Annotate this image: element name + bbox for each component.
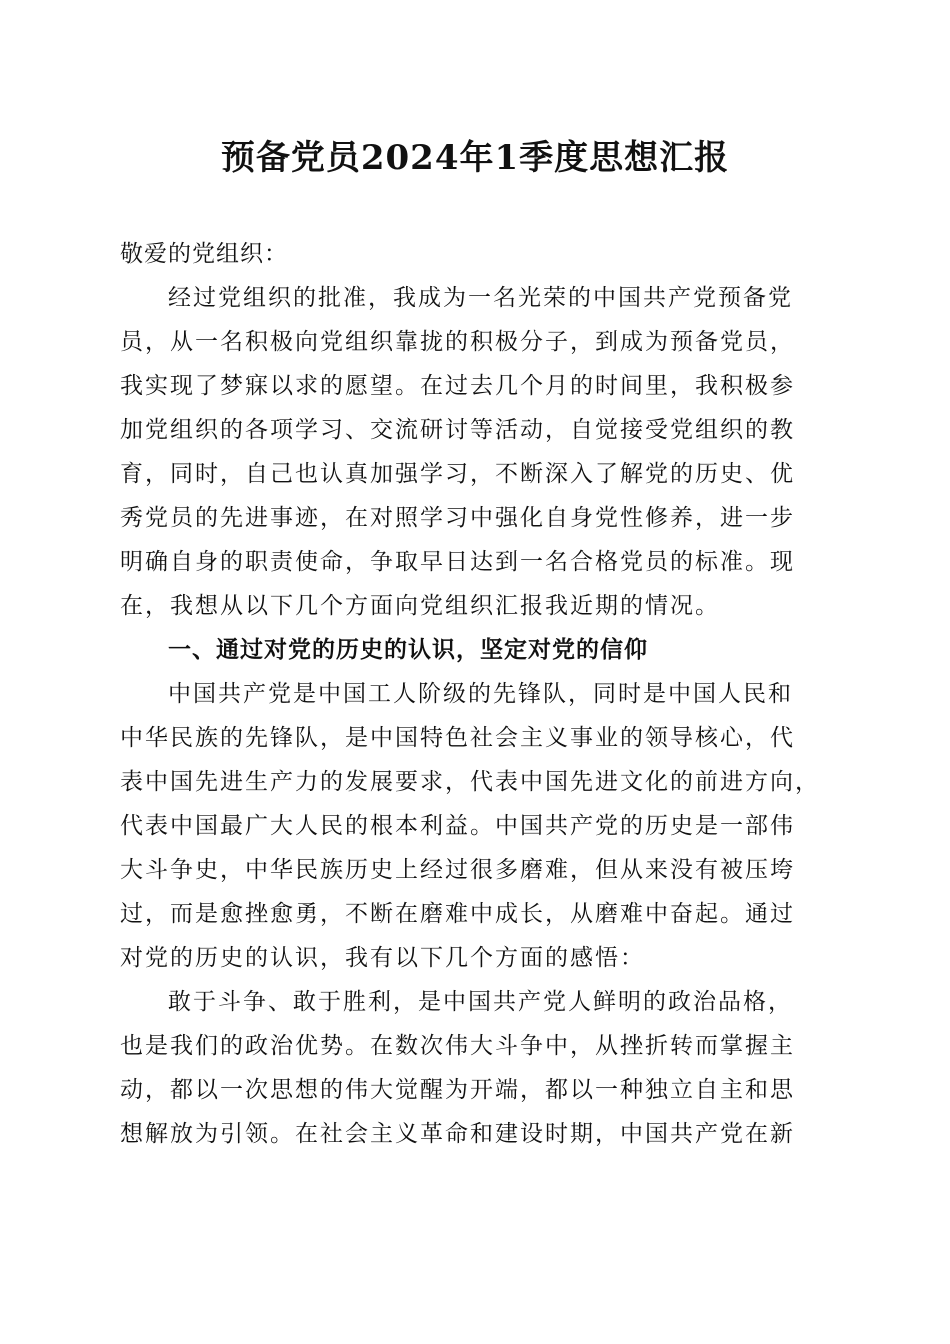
paragraph-line: 秀党员的先进事迹，在对照学习中强化自身党性修养，进一步: [120, 505, 795, 531]
paragraph-line: 动，都以一次思想的伟大觉醒为开端，都以一种独立自主和思: [120, 1077, 795, 1103]
paragraph-line: 代表中国最广大人民的根本利益。中国共产党的历史是一部伟: [120, 813, 795, 839]
paragraph-line: 明确自身的职责使命，争取早日达到一名合格党员的标准。现: [120, 549, 795, 575]
document-title: 预备党员2024年1季度思想汇报: [220, 138, 730, 178]
salutation: 敬爱的党组织：: [120, 241, 288, 267]
paragraph-line: 育，同时，自己也认真加强学习，不断深入了解党的历史、优: [120, 461, 795, 487]
paragraph-line: 员，从一名积极向党组织靠拢的积极分子，到成为预备党员，: [120, 329, 795, 355]
paragraph-line: 对党的历史的认识，我有以下几个方面的感悟：: [120, 945, 645, 971]
paragraph-line: 也是我们的政治优势。在数次伟大斗争中，从挫折转而掌握主: [120, 1033, 795, 1059]
paragraph-line: 我实现了梦寐以求的愿望。在过去几个月的时间里，我积极参: [120, 373, 795, 399]
section-heading: 一、通过对党的历史的认识，坚定对党的信仰: [168, 637, 648, 663]
paragraph-line: 大斗争史，中华民族历史上经过很多磨难，但从来没有被压垮: [120, 857, 795, 883]
paragraph-line: 想解放为引领。在社会主义革命和建设时期，中国共产党在新: [120, 1121, 795, 1147]
paragraph-line: 在，我想从以下几个方面向党组织汇报我近期的情况。: [120, 593, 720, 619]
paragraph-line: 中华民族的先锋队，是中国特色社会主义事业的领导核心，代: [120, 725, 795, 751]
paragraph-line: 过，而是愈挫愈勇，不断在磨难中成长，从磨难中奋起。通过: [120, 901, 795, 927]
paragraph-line: 加党组织的各项学习、交流研讨等活动，自觉接受党组织的教: [120, 417, 795, 443]
paragraph-line: 敢于斗争、敢于胜利，是中国共产党人鲜明的政治品格，: [168, 989, 793, 1015]
paragraph-line: 经过党组织的批准，我成为一名光荣的中国共产党预备党: [168, 285, 793, 311]
paragraph-line: 表中国先进生产力的发展要求，代表中国先进文化的前进方向，: [120, 769, 820, 795]
paragraph-line: 中国共产党是中国工人阶级的先锋队，同时是中国人民和: [168, 681, 793, 707]
